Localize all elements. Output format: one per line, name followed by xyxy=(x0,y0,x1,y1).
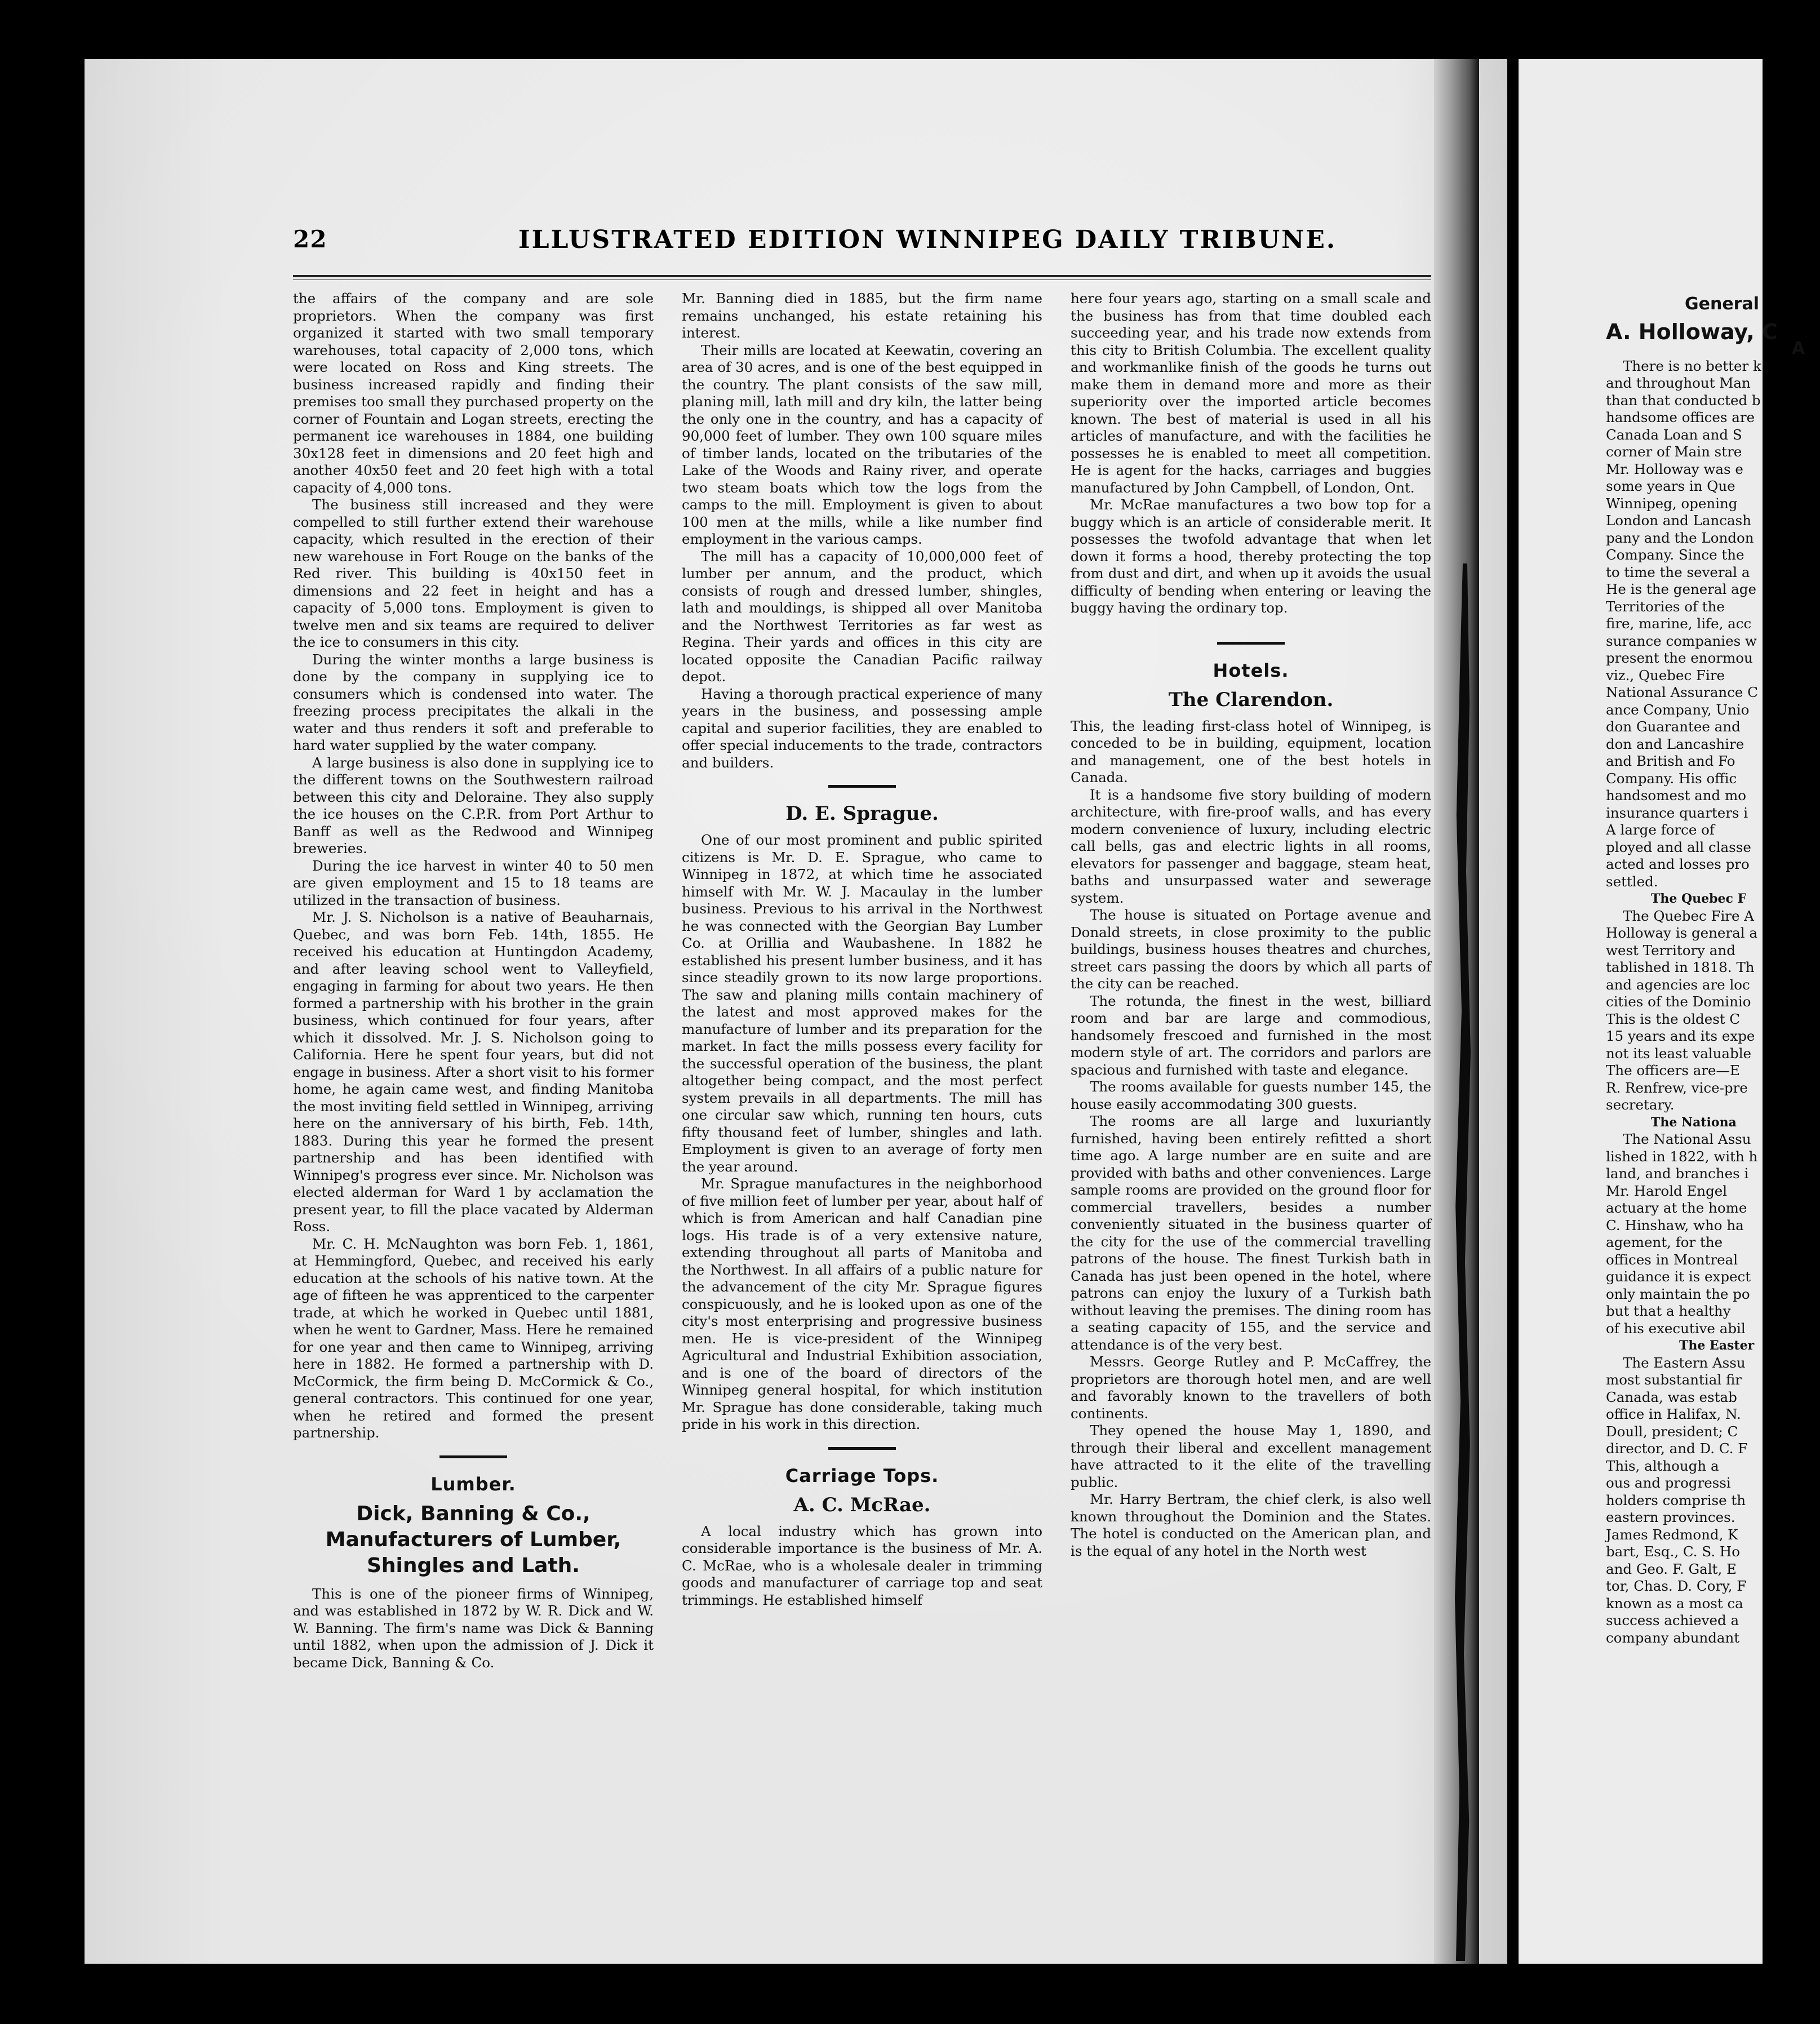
facing-text-line: The Quebec Fire A xyxy=(1623,907,1754,924)
facing-text-line: This, although a xyxy=(1606,1457,1719,1474)
facing-subheading-national: The Nationa xyxy=(1651,1115,1737,1130)
facing-text-line: agement, for the xyxy=(1606,1234,1723,1250)
article-paragraph: The mill has a capacity of 10,000,000 feet of lumber per annum, and the product, which consists of rough and dressed lumber, shingles, lath and mouldings, is shipped all over Manitoba and the Northwest Territories as far west as Regina. Their yards and offices in this city are located opposite the Canadian Pacific railway depot. xyxy=(682,548,1042,685)
article-heading-dick-banning: Dick, Banning & Co., Manufacturers of Lumber, Shingles and Lath. xyxy=(325,1502,622,1577)
article-paragraph: The house is situated on Portage avenue and Donald streets, in close proximity to the public buildings, business houses theatres and churches, street cars passing the doors by which all parts of the city can be reached. xyxy=(1071,907,1431,992)
page-gutter-edge xyxy=(1434,59,1479,1964)
header-rule-thin xyxy=(293,279,1431,280)
facing-subheading-quebec: The Quebec F xyxy=(1651,891,1747,906)
facing-text-line: insurance quarters i xyxy=(1606,804,1748,821)
facing-text-block-1 xyxy=(1606,358,1820,891)
facing-text-line: handsomest and mo xyxy=(1606,787,1746,804)
facing-text-line: viz., Quebec Fire xyxy=(1606,667,1725,683)
article-paragraph: Mr. Sprague manufactures in the neighborhood of five million feet of lumber per year, about half of which is from American and half Canadian pine logs. His trade is of a very extensive nature, extending throughout all parts of Manitoba and the Northwest. In all affairs of a public nature for the advancement of the city Mr. Sprague figures conspicuously, and he is looked upon as one of the city's most enterprising and progressive business men. He is vice-president of the Winnipeg Agricultural and Industrial Exhibition association, and is one of the board of directors of the Winnipeg general hospital, for which institution Mr. Sprague has done considerable, taking much pride in his work in this direction. xyxy=(682,1175,1042,1432)
facing-text-line: don Guarantee and xyxy=(1606,718,1741,735)
facing-text-line: guidance it is expect xyxy=(1606,1268,1751,1285)
header-rule xyxy=(293,275,1431,277)
facing-text-line: and agencies are loc xyxy=(1606,976,1750,993)
column-3 xyxy=(1071,290,1431,1560)
facing-text-block-4 xyxy=(1606,1355,1820,1647)
facing-text-line: acted and losses pro xyxy=(1606,856,1750,872)
facing-text-line: Holloway is general a xyxy=(1606,925,1757,941)
facing-heading-general: General xyxy=(1685,294,1759,314)
facing-text-line: some years in Que xyxy=(1606,478,1735,494)
facing-text-line: success achieved a xyxy=(1606,1612,1739,1628)
facing-text-line: not its least valuable xyxy=(1606,1045,1752,1062)
facing-text-line: secretary. xyxy=(1606,1097,1675,1113)
facing-text-line: and Geo. F. Galt, E xyxy=(1606,1560,1737,1577)
article-paragraph: A local industry which has grown into considerable importance is the business of Mr. A. C. McRae, who is a wholesale dealer in trimming goods and manufacturer of carriage top and seat trimmings. He established himself xyxy=(682,1523,1042,1608)
article-heading-sprague: D. E. Sprague. xyxy=(785,802,939,825)
facing-heading-holloway: A. Holloway, C xyxy=(1606,319,1778,344)
article-paragraph: Mr. J. S. Nicholson is a native of Beauharnais, Quebec, and was born Feb. 14th, 1855. He received his education at Huntingdon Academy, and after leaving school went to Valleyfield, engaging in farming for about two years. He then formed a partnership with his brother in the grain business, which continued for four years, after which it dissolved. Mr. J. S. Nicholson going to California. Here he spent four years, but did not engage in business. After a short visit to his former home, he again came west, and finding Manitoba the most inviting field settled in Winnipeg, arriving here on the anniversary of his birth, Feb. 14th, 1883. During this year he formed the present partnership and has been identified with Winnipeg's progress ever since. Mr. Nicholson was elected alderman for Ward 1 by acclamation the present year, to fill the place vacated by Alderman Ross. xyxy=(293,909,654,1235)
article-paragraph: A large business is also done in supplying ice to the different towns on the Southwestern railroad between this city and Deloraine. They also supply the ice houses on the C.P.R. from Port Arthur to Banff as well as the Redwood and Winnipeg breweries. xyxy=(293,754,654,856)
facing-text-line: most substantial fir xyxy=(1606,1371,1742,1388)
facing-text-line: director, and D. C. F xyxy=(1606,1440,1748,1457)
facing-text-line: actuary at the home xyxy=(1606,1200,1747,1216)
article-heading-mcrae: A. C. McRae. xyxy=(793,1493,931,1516)
facing-text-line: The Eastern Assu xyxy=(1623,1354,1746,1371)
facing-text-line: only maintain the po xyxy=(1606,1285,1750,1302)
facing-text-line: present the enormou xyxy=(1606,650,1753,666)
facing-text-line: than that conducted b xyxy=(1606,392,1761,409)
facing-text-line: The National Assu xyxy=(1623,1131,1751,1147)
facing-text-line: corner of Main stre xyxy=(1606,443,1742,460)
facing-text-line: ployed and all classe xyxy=(1606,838,1751,855)
facing-text-line: offices in Montreal xyxy=(1606,1251,1738,1268)
facing-text-line: Company. Since the xyxy=(1606,547,1744,563)
facing-text-line: bart, Esq., C. S. Ho xyxy=(1606,1543,1740,1560)
facing-text-line: Mr. Harold Engel xyxy=(1606,1182,1728,1199)
facing-page-column xyxy=(1606,296,1820,1646)
section-separator xyxy=(1217,642,1285,645)
page-header xyxy=(293,225,1431,259)
facing-text-line: eastern provinces. xyxy=(1606,1509,1735,1525)
masthead: ILLUSTRATED EDITION WINNIPEG DAILY TRIBUNE. xyxy=(518,225,1337,254)
facing-text-line: land, and branches i xyxy=(1606,1165,1749,1182)
facing-text-line: surance companies w xyxy=(1606,632,1757,649)
facing-text-block-3 xyxy=(1606,1131,1820,1337)
facing-text-line: There is no better k xyxy=(1623,357,1761,374)
facing-text-line: Territories of the xyxy=(1606,598,1725,615)
column-2 xyxy=(682,290,1042,1609)
facing-text-line: Doull, president; C xyxy=(1606,1423,1738,1440)
facing-text-line: Mr. Holloway was e xyxy=(1606,460,1743,477)
article-paragraph: This, the leading first-class hotel of Winnipeg, is conceded to be in building, equipment, location and management, one of the best hotels in Canada. xyxy=(1071,717,1431,785)
facing-text-line: A large force of xyxy=(1606,822,1715,838)
facing-text-line: fire, marine, life, acc xyxy=(1606,615,1752,632)
facing-text-line: but that a healthy xyxy=(1606,1303,1731,1319)
article-paragraph: Mr. Harry Bertram, the chief clerk, is also well known throughout the Dominion and the States. The hotel is conducted on the American plan, and is the equal of any hotel in the North west xyxy=(1071,1491,1431,1559)
article-paragraph: the affairs of the company and are sole proprietors. When the company was first organized it started with two small temporary warehouses, total capacity of 2,000 tons, which were located on Ross and King streets. The business increased rapidly and finding their premises too small they purchased property on the corner of Fountain and Logan streets, erecting the permanent ice warehouses in 1884, one building 30x128 feet in dimensions and 20 feet high and another 40x50 feet and 20 feet high with a total capacity of 4,000 tons. xyxy=(293,290,654,496)
facing-text-line: Company. His offic xyxy=(1606,770,1737,787)
facing-text-line: pany and the London xyxy=(1606,529,1754,546)
article-paragraph: One of our most prominent and public spirited citizens is Mr. D. E. Sprague, who came to Winnipeg in 1872, at which time he associated himself with Mr. W. J. Macaulay in the lumber business. Previous to his arrival in the Northwest he was connected with the Georgian Bay Lumber Co. at Orillia and Waubashene. In 1882 he established his present lumber business, and it has since steadily grown to its now large proportions. The saw and planing mills contain machinery of the latest and most approved makes for the manufacture of lumber and its preparation for the market. In fact the mills possess every facility for the successful operation of the business, the plant altogether being compact, and the most perfect system prevails in all departments. The mill has one circular saw which, running ten hours, cuts fifty thousand feet of lumber, shingles and lath. Employment is given to an average of forty men the year around. xyxy=(682,832,1042,1175)
facing-text-line: tor, Chas. D. Cory, F xyxy=(1606,1578,1747,1594)
facing-text-line: C. Hinshaw, who ha xyxy=(1606,1217,1744,1233)
facing-text-line: London and Lancash xyxy=(1606,512,1751,529)
article-paragraph: Having a thorough practical experience of many years in the business, and possessing ample capital and superior facilities, they are enabled to offer special inducements to the trade, contractors and builders. xyxy=(682,685,1042,771)
facing-text-line: James Redmond, K xyxy=(1606,1526,1738,1543)
facing-text-line: office in Halifax, N. xyxy=(1606,1406,1741,1422)
page-number: 22 xyxy=(293,225,327,253)
facing-text-line: and British and Fo xyxy=(1606,753,1735,769)
facing-text-line: known as a most ca xyxy=(1606,1595,1743,1612)
facing-text-line: handsome offices are xyxy=(1606,409,1755,425)
facing-subheading-eastern: The Easter xyxy=(1679,1338,1755,1353)
facing-text-line: Canada, was estab xyxy=(1606,1388,1737,1405)
facing-text-line: of his executive abil xyxy=(1606,1320,1746,1337)
article-paragraph: Mr. McRae manufactures a two bow top for a buggy which is an article of considerable merit. It possesses the twofold advantage that when let down it forms a hood, thereby protecting the top from dust and dirt, and when up it avoids the usual difficulty of bending when entering or leaving the buggy having the ordinary top. xyxy=(1071,496,1431,616)
article-paragraph: The business still increased and they were compelled to still further extend their warehouse capacity, which resulted in the erection of their new warehouse in Fort Rouge on the banks of the Red river. This building is 40x150 feet in dimensions and 22 feet in height and has a capacity of 5,000 tons. Employment is given to twelve men and six teams are required to deliver the ice to consumers in this city. xyxy=(293,496,654,650)
facing-text-line: tablished in 1818. Th xyxy=(1606,959,1755,975)
article-paragraph: During the ice harvest in winter 40 to 50 men are given employment and 15 to 18 teams are utilized in the transaction of business. xyxy=(293,857,654,908)
section-heading-hotels: Hotels. xyxy=(1213,659,1289,681)
facing-heading-agent: A xyxy=(1792,339,1805,358)
facing-text-line: cities of the Dominio xyxy=(1606,993,1751,1010)
facing-text-line: The officers are—E xyxy=(1606,1062,1740,1078)
facing-text-line: This is the oldest C xyxy=(1606,1010,1741,1027)
article-paragraph: Mr. C. H. McNaughton was born Feb. 1, 1861, at Hemmingford, Quebec, and received his early education at the schools of his native town. At the age of fifteen he was apprenticed to the carpenter trade, at which he worked in Quebec until 1881, when he went to Gardner, Mass. Here he remained for one year and then came to Winnipeg, arriving here in 1882. He formed a partnership with D. McCormick, the firm being D. McCormick & Co., general contractors. This continued for one year, when he retired and formed the present partnership. xyxy=(293,1235,654,1441)
article-paragraph: Messrs. George Rutley and P. McCaffrey, the proprietors are thorough hotel men, and are well and favorably known to the travellers of both continents. xyxy=(1071,1353,1431,1422)
column-1 xyxy=(293,290,654,1671)
section-heading-lumber: Lumber. xyxy=(430,1473,516,1495)
article-paragraph: Their mills are located at Keewatin, covering an area of 30 acres, and is one of the best equipped in the country. The plant consists of the saw mill, planing mill, lath mill and dry kiln, the latter being the only one in the country, and has a capacity of 90,000 feet of lumber. They own 100 square miles of timber lands, located on the tributaries of the Lake of the Woods and Rainy river, and operate two steam boats which tow the logs from the camps to the mill. Employment is given to about 100 men at the mills, while a like number find employment in the various camps. xyxy=(682,341,1042,547)
article-paragraph: The rooms available for guests number 145, the house easily accommodating 300 guests. xyxy=(1071,1078,1431,1112)
article-paragraph: It is a handsome five story building of modern architecture, with fire-proof walls, and has every modern convenience of luxury, including electric call bells, gas and electric lights in all rooms, elevators for passenger and baggage, steam heat, baths and unsurpassed water and sewerage system. xyxy=(1071,786,1431,906)
article-paragraph: Mr. Banning died in 1885, but the firm name remains unchanged, his estate retaining his interest. xyxy=(682,290,1042,341)
article-paragraph: This is one of the pioneer firms of Winnipeg, and was established in 1872 by W. R. Dick and W. W. Banning. The firm's name was Dick & Banning until 1882, when upon the admission of J. Dick it became Dick, Banning & Co. xyxy=(293,1585,654,1671)
article-paragraph: During the winter months a large business is done by the company in supplying ice to consumers which is condensed into water. The freezing process precipitates the alkali in the water and thus renders it soft and preferable to hard water supplied by the water company. xyxy=(293,651,654,753)
section-heading-carriage-tops: Carriage Tops. xyxy=(785,1464,939,1486)
section-separator xyxy=(828,1447,896,1450)
facing-text-line: settled. xyxy=(1606,873,1658,890)
section-separator xyxy=(828,785,896,788)
facing-text-line: National Assurance C xyxy=(1606,684,1758,700)
facing-text-line: R. Renfrew, vice-pre xyxy=(1606,1079,1748,1096)
facing-text-line: Winnipeg, opening xyxy=(1606,495,1738,512)
article-heading-clarendon: The Clarendon. xyxy=(1168,688,1334,711)
facing-text-line: and throughout Man xyxy=(1606,375,1751,391)
facing-text-line: 15 years and its expe xyxy=(1606,1028,1755,1044)
facing-text-line: holders comprise th xyxy=(1606,1492,1746,1508)
section-separator xyxy=(440,1455,507,1458)
facing-text-line: He is the general age xyxy=(1606,581,1756,597)
facing-text-line: ance Company, Unio xyxy=(1606,701,1750,718)
facing-page xyxy=(1519,59,1805,1964)
facing-text-line: company abundant xyxy=(1606,1629,1740,1646)
facing-text-line: to time the several a xyxy=(1606,563,1750,580)
facing-text-line: Canada Loan and S xyxy=(1606,426,1742,443)
article-paragraph: The rotunda, the finest in the west, billiard room and bar are large and commodious, handsomely frescoed and furnished in the most modern style of art. The corridors and parlors are spacious and furnished with taste and elegance. xyxy=(1071,992,1431,1078)
facing-text-line: lished in 1822, with h xyxy=(1606,1148,1758,1165)
facing-text-block-2 xyxy=(1606,908,1820,1114)
article-paragraph: They opened the house May 1, 1890, and through their liberal and excellent management have attracted to it the elite of the travelling public. xyxy=(1071,1422,1431,1490)
article-paragraph: The rooms are all large and luxuriantly furnished, having been entirely refitted a short time ago. A large number are en suite and are provided with baths and other conveniences. Large sample rooms are provided on the ground floor for commercial travellers, besides a number conveniently situated in the business quarter of the city for the use of the commercial travelling patrons of the house. The finest Turkish bath in Canada has just been opened in the hotel, where patrons can enjoy the luxury of a Turkish bath without leaving the premises. The dining room has a seating capacity of 155, and the service and attendance is of the very best. xyxy=(1071,1113,1431,1353)
facing-text-line: west Territory and xyxy=(1606,942,1735,958)
facing-text-line: don and Lancashire xyxy=(1606,735,1744,752)
article-paragraph: here four years ago, starting on a small scale and the business has from that time doubled each succeeding year, and his trade now extends from this city to British Columbia. The excellent quality and workmanlike finish of the goods he turns out make them in demand more and more as their superiority over the imported article becomes known. The best of material is used in all his articles of manufacture, and with the facilities he possesses he is enabled to meet all competition. He is agent for the hacks, carriages and buggies manufactured by John Campbell, of London, Ont. xyxy=(1071,290,1431,496)
facing-text-line: ous and progressi xyxy=(1606,1475,1731,1491)
